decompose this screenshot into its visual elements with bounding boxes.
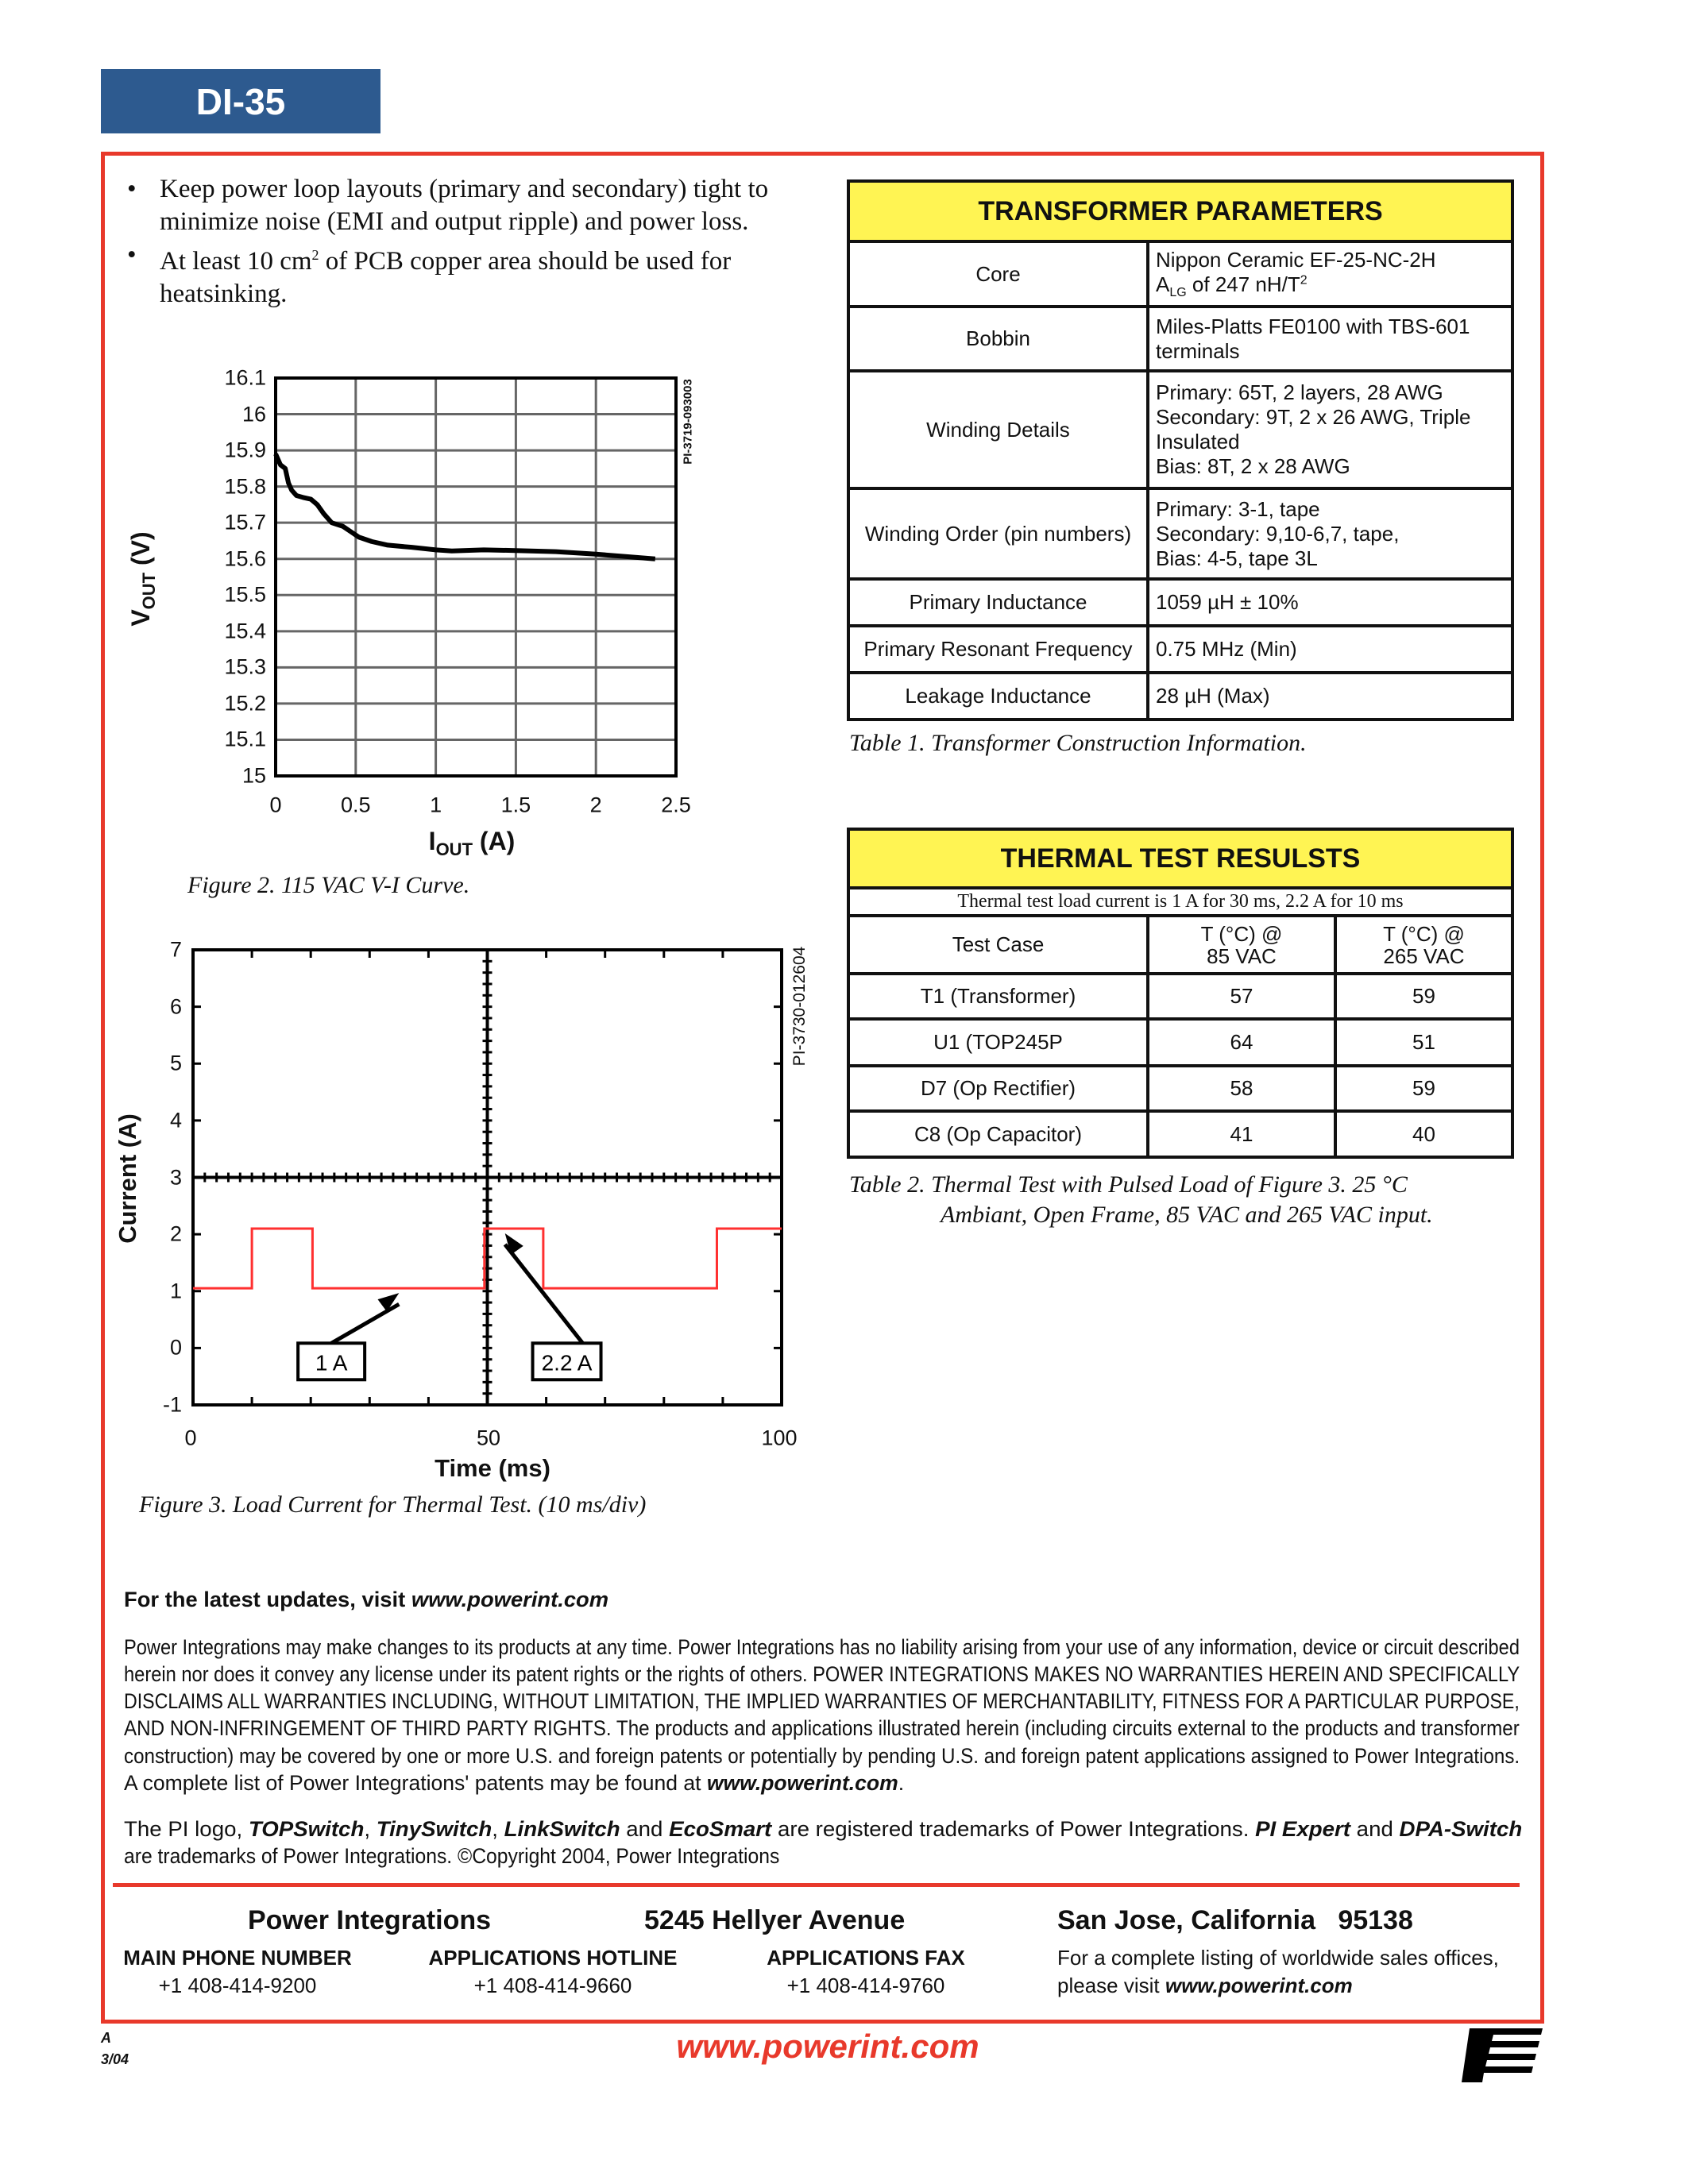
row-label: Winding Order (pin numbers) <box>848 488 1148 579</box>
website-link[interactable]: www.powerint.com <box>411 1588 609 1611</box>
temp-265vac: 40 <box>1335 1111 1512 1157</box>
website-link[interactable]: www.powerint.com <box>706 1771 898 1795</box>
y-tick-label: 15.5 <box>224 582 266 607</box>
table-row <box>848 241 1512 307</box>
thermal-test-table <box>847 828 1514 1159</box>
y-tick-label: 16 <box>241 402 266 426</box>
city-address: San Jose, California 95138 <box>1057 1905 1413 1935</box>
temp-265vac: 59 <box>1335 1066 1512 1111</box>
table-header-row <box>848 916 1512 974</box>
hotline-phone: +1 408-414-9660 <box>473 1974 632 1997</box>
test-case: U1 (TOP245P <box>848 1019 1148 1066</box>
contact-label: APPLICATIONS HOTLINE <box>428 1946 678 1970</box>
y-tick-label: 2 <box>169 1221 182 1246</box>
x-tick-label: 0 <box>184 1426 197 1450</box>
y-tick-label: 16.1 <box>224 365 266 390</box>
website-link[interactable]: www.powerint.com <box>1165 1974 1353 1997</box>
disclaimer-line: herein nor does it convey any license under its patent rights or the rights of others. POWER INTEGRATIONS MAKES NO WARRANTIES HEREIN AND SPECIFICALLY <box>124 1662 1520 1686</box>
y-tick-label: 3 <box>169 1165 182 1189</box>
current-plot-area <box>190 947 785 1408</box>
temp-85vac: 64 <box>1148 1019 1335 1066</box>
row-value: 1059 µH ± 10% <box>1148 579 1512 626</box>
y-tick-label: 15.8 <box>224 474 266 499</box>
contact-label: MAIN PHONE NUMBER <box>123 1946 352 1970</box>
table-row <box>848 1066 1512 1111</box>
column-header: T (°C) @ 265 VAC <box>1335 916 1512 974</box>
disclaimer-line: AND NON-INFRINGEMENT OF THIRD PARTY RIGHTS. The products and applications illustrated herein (including circuits external to the products and transformer <box>124 1716 1520 1740</box>
row-value: Primary: 65T, 2 layers, 28 AWG Secondary: 9T, 2 x 26 AWG, Triple Insulated Bias: 8T, 2 x 28 AWG <box>1148 371 1512 488</box>
contact-label: APPLICATIONS FAX <box>767 1946 965 1970</box>
table-title: TRANSFORMER PARAMETERS <box>848 181 1512 241</box>
figure-3-caption: Figure 3. Load Current for Thermal Test. (10 ms/div) <box>139 1491 647 1518</box>
bullet-text: heatsinking. <box>160 280 288 308</box>
y-tick-label: 5 <box>169 1051 182 1075</box>
x-tick-label: 1 <box>430 793 442 817</box>
row-value: Miles-Platts FE0100 with TBS-601 terminals <box>1148 307 1512 371</box>
temp-265vac: 59 <box>1335 974 1512 1019</box>
pi-logo-icon <box>1462 2027 1543 2084</box>
test-case: T1 (Transformer) <box>848 974 1148 1019</box>
trademark-line: The PI logo, TOPSwitch, TinySwitch, LinkSwitch and EcoSmart are registered trademarks of Power Integrations. PI Expert and DPA-Switch <box>124 1817 1523 1841</box>
bullet-text: At least 10 $cm^2$ of PCB copper area should be used for <box>160 247 732 276</box>
y-tick-label: 15.4 <box>224 619 266 643</box>
bullet-icon: • <box>127 175 137 203</box>
table-row <box>848 974 1512 1019</box>
disclaimer-line: Power Integrations may make changes to its products at any time. Power Integrations has no liability arising from your use of any information, device or circuit described <box>124 1635 1520 1659</box>
transformer-parameters-table <box>847 179 1514 721</box>
annotation-label: 2.2 A <box>541 1350 593 1376</box>
copyright-line: are trademarks of Power Integrations. ©Copyright 2004, Power Integrations <box>124 1844 780 1868</box>
vi-curve-line <box>276 454 655 559</box>
document-id-banner <box>101 69 380 133</box>
main-phone: +1 408-414-9200 <box>158 1974 317 1997</box>
bullet-text: minimize noise (EMI and output ripple) and power loss. <box>160 207 749 236</box>
fax-number: +1 408-414-9760 <box>786 1974 945 1997</box>
table-row <box>848 673 1512 720</box>
annotation-label: 1 A <box>315 1350 348 1376</box>
x-tick-label: 2 <box>589 793 602 817</box>
revision: A <box>101 2030 111 2046</box>
row-value: 28 µH (Max) <box>1148 673 1512 720</box>
temp-85vac: 41 <box>1148 1111 1335 1157</box>
table-note: Thermal test load current is 1 A for 30 ms, 2.2 A for 10 ms <box>848 888 1512 916</box>
row-label: Leakage Inductance <box>848 673 1148 720</box>
figure-id-label: PI-3730-012604 <box>790 946 809 1067</box>
updates-notice: For the latest updates, visit www.powerint.com <box>124 1588 609 1611</box>
y-tick-label: -1 <box>162 1392 182 1417</box>
table-row <box>848 1019 1512 1066</box>
table-2-caption: Table 2. Thermal Test with Pulsed Load of Figure 3. 25 °C <box>849 1171 1408 1198</box>
y-tick-label: 4 <box>169 1108 182 1133</box>
y-tick-label: 15.6 <box>224 546 266 571</box>
table-row <box>848 307 1512 371</box>
row-value: Nippon Ceramic EF-25-NC-2H $A_{LG}$ of 247 $nH/T^2$ <box>1148 241 1512 307</box>
x-axis-label: Time (ms) <box>435 1454 550 1482</box>
street-address: 5245 Hellyer Avenue <box>644 1905 906 1935</box>
y-axis-label: $V_{OUT}$ (V) <box>126 531 160 627</box>
test-case: D7 (Op Rectifier) <box>848 1066 1148 1111</box>
temp-85vac: 58 <box>1148 1066 1335 1111</box>
y-tick-label: 15 <box>241 763 266 788</box>
y-tick-label: 15.7 <box>224 510 266 534</box>
row-label: Primary Resonant Frequency <box>848 626 1148 673</box>
plot-border <box>276 378 676 776</box>
y-tick-label: 15.3 <box>224 654 266 679</box>
website-footer-link[interactable]: www.powerint.com <box>676 2028 979 2065</box>
revision-date: 3/04 <box>101 2051 129 2067</box>
table-row <box>848 579 1512 626</box>
disclaimer-line: DISCLAIMS ALL WARRANTIES INCLUDING, WITHOUT LIMITATION, THE IMPLIED WARRANTIES OF MERCHANTABILITY, FITNESS FOR A PARTICULAR PURPOSE, <box>124 1689 1520 1713</box>
row-label: Core <box>848 241 1148 307</box>
x-tick-label: 0.5 <box>341 793 371 817</box>
bullet-icon: • <box>127 241 137 269</box>
table-row <box>848 1111 1512 1157</box>
y-tick-label: 0 <box>169 1335 182 1360</box>
bullet-text: Keep power loop layouts (primary and secondary) tight to <box>160 175 769 203</box>
x-tick-label: 100 <box>761 1426 798 1450</box>
table-row <box>848 371 1512 488</box>
table-title: THERMAL TEST RESULSTS <box>848 829 1512 888</box>
figure-2-caption: Figure 2. 115 VAC V-I Curve. <box>187 872 470 898</box>
x-tick-label: 2.5 <box>661 793 691 817</box>
disclaimer-line: A complete list of Power Integrations' patents may be found at www.powerint.com. <box>124 1771 905 1795</box>
x-tick-label: 0 <box>269 793 282 817</box>
table-row <box>848 626 1512 673</box>
row-value: 0.75 MHz (Min) <box>1148 626 1512 673</box>
x-tick-label: 50 <box>476 1426 501 1450</box>
table-2-caption-line2: Ambiant, Open Frame, 85 VAC and 265 VAC input. <box>941 1202 1433 1228</box>
y-tick-label: 7 <box>169 937 182 962</box>
y-tick-label: 15.1 <box>224 727 266 751</box>
row-label: Bobbin <box>848 307 1148 371</box>
column-header: T (°C) @ 85 VAC <box>1148 916 1335 974</box>
company-name: Power Integrations <box>247 1905 492 1935</box>
y-tick-label: 15.2 <box>224 691 266 716</box>
disclaimer-line: construction) may be covered by one or more U.S. and foreign patents or potentially by pending U.S. and foreign patent applications assigned to Power Integrations. <box>124 1744 1520 1768</box>
offices-notice: For a complete listing of worldwide sales offices, <box>1057 1946 1499 1970</box>
y-tick-label: 15.9 <box>224 438 266 462</box>
table-1-caption: Table 1. Transformer Construction Information. <box>849 730 1307 756</box>
figure-id-label: PI-3719-093003 <box>681 379 695 465</box>
y-tick-label: 1 <box>169 1279 182 1303</box>
test-case: C8 (Op Capacitor) <box>848 1111 1148 1157</box>
x-axis-label: $I_{OUT}$ (A) <box>428 826 516 860</box>
column-header: Test Case <box>848 916 1148 974</box>
row-label: Primary Inductance <box>848 579 1148 626</box>
offices-notice-line2: please visit www.powerint.com <box>1057 1974 1353 1997</box>
row-value: Primary: 3-1, tape Secondary: 9,10-6,7, tape, Bias: 4-5, tape 3L <box>1148 488 1512 579</box>
footer-divider <box>113 1883 1520 1887</box>
row-label: Winding Details <box>848 371 1148 488</box>
y-tick-label: 6 <box>169 994 182 1019</box>
x-tick-label: 1.5 <box>500 793 531 817</box>
table-row <box>848 488 1512 579</box>
temp-265vac: 51 <box>1335 1019 1512 1066</box>
document-id: DI-35 <box>195 80 286 122</box>
vi-plot-area <box>273 376 678 778</box>
y-axis-label: Current (A) <box>114 1113 141 1244</box>
temp-85vac: 57 <box>1148 974 1335 1019</box>
